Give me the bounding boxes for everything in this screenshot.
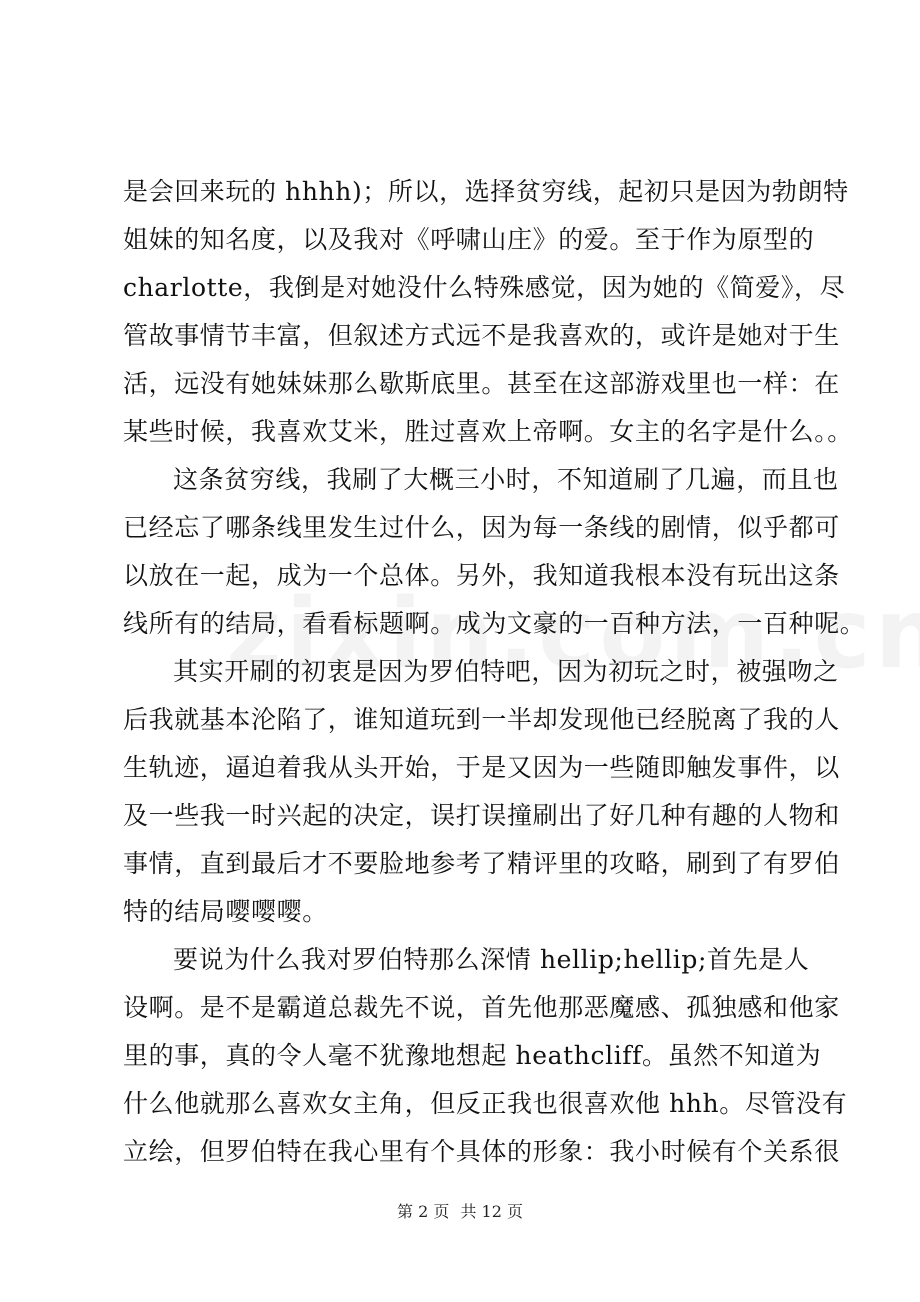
text-line: 姐妹的知名度，以及我对《呼啸山庄》的爱。至于作为原型的 xyxy=(123,225,815,254)
paragraph xyxy=(123,456,866,648)
text-line: 这条贫穷线，我刷了大概三小时，不知道刷了几遍，而且也 xyxy=(173,465,839,494)
paragraph xyxy=(123,648,840,936)
page-number: 第 2 页 xyxy=(397,1202,450,1221)
text-line: 特的结局嘤嘤嘤。 xyxy=(123,897,328,926)
paragraph xyxy=(123,936,848,1176)
page-footer xyxy=(0,1198,920,1226)
document-body xyxy=(123,168,866,1176)
text-line: 管故事情节丰富，但叙述方式远不是我喜欢的，或许是她对于生 xyxy=(123,321,840,350)
text-line: 某些时候，我喜欢艾米，胜过喜欢上帝啊。女主的名字是什么。。 xyxy=(123,417,853,446)
text-line: 立绘，但罗伯特在我心里有个具体的形象：我小时候有个关系很 xyxy=(123,1137,840,1166)
text-line: 什么他就那么喜欢女主角，但反正我也很喜欢他 hhh。尽管没有 xyxy=(123,1089,848,1118)
text-line: 要说为什么我对罗伯特那么深情 hellip;hellip;首先是人 xyxy=(173,945,810,974)
text-line: 生轨迹，逼迫着我从头开始，于是又因为一些随即触发事件，以 xyxy=(123,753,840,782)
text-line: 里的事，真的令人毫不犹豫地想起 heathcliff。虽然不知道为 xyxy=(123,1041,822,1070)
paragraph xyxy=(123,168,853,456)
text-line: charlotte，我倒是对她没什么特殊感觉，因为她的《简爱》，尽 xyxy=(123,273,846,302)
text-line: 线所有的结局，看看标题啊。成为文豪的一百种方法，一百种呢。 xyxy=(123,609,866,638)
text-line: 后我就基本沦陷了，谁知道玩到一半却发现他已经脱离了我的人 xyxy=(123,705,840,734)
text-line: 是会回来玩的 hhhh)；所以，选择贫穷线，起初只是因为勃朗特 xyxy=(123,177,849,206)
text-line: 设啊。是不是霸道总裁先不说，首先他那恶魔感、孤独感和他家 xyxy=(123,993,840,1022)
page-total: 共 12 页 xyxy=(460,1202,523,1221)
text-line: 以放在一起，成为一个总体。另外，我知道我根本没有玩出这条 xyxy=(123,561,840,590)
text-line: 活，远没有她妹妹那么歇斯底里。甚至在这部游戏里也一样：在 xyxy=(123,369,840,398)
text-line: 及一些我一时兴起的决定，误打误撞刷出了好几种有趣的人物和 xyxy=(123,801,840,830)
text-line: 事情，直到最后才不要脸地参考了精评里的攻略，刷到了有罗伯 xyxy=(123,849,840,878)
text-line: 已经忘了哪条线里发生过什么，因为每一条线的剧情，似乎都可 xyxy=(123,513,840,542)
text-line: 其实开刷的初衷是因为罗伯特吧，因为初玩之时，被强吻之 xyxy=(173,657,839,686)
